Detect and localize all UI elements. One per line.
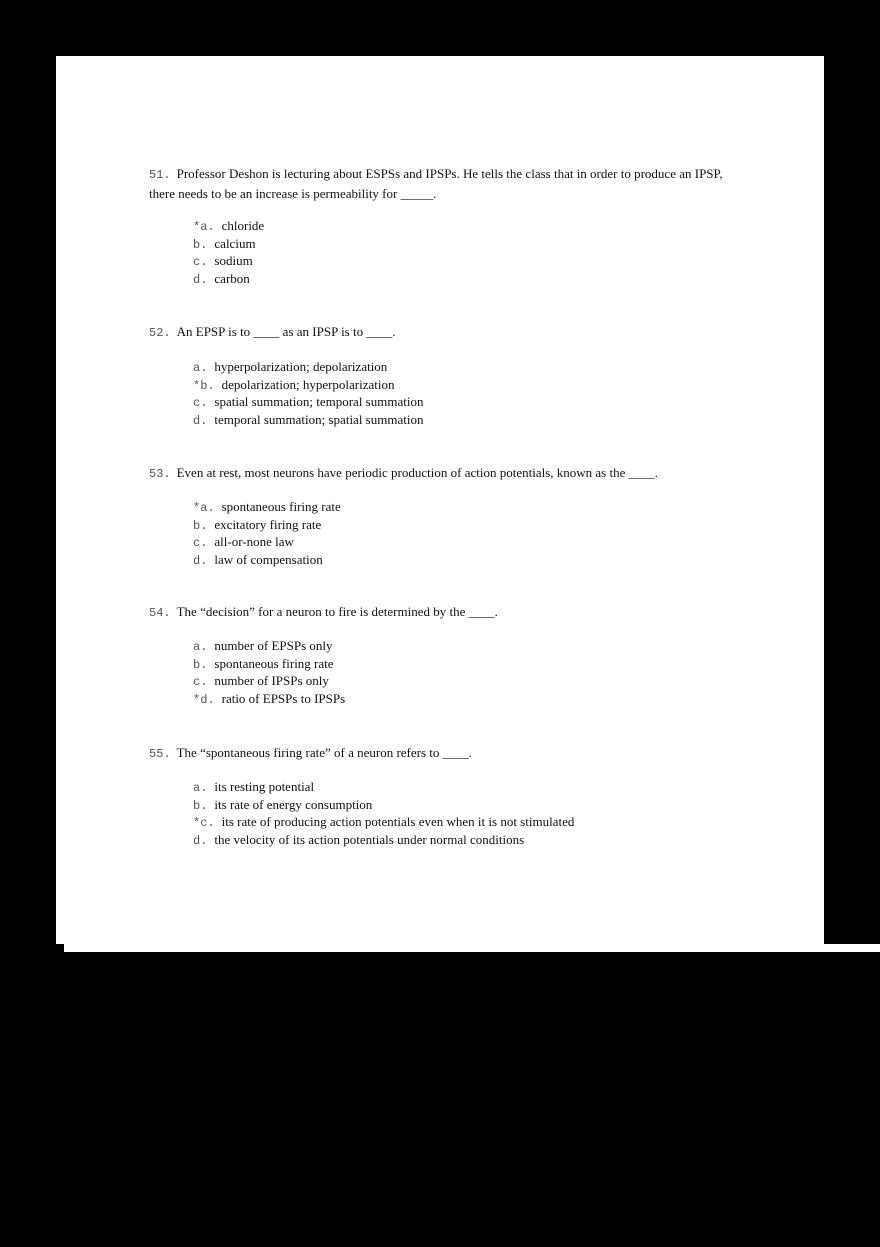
- question-text: An EPSP is to ____ as an IPSP is to ____.: [176, 324, 396, 339]
- question-number: 52.: [149, 326, 171, 340]
- option-text: ratio of EPSPs to IPSPs: [221, 690, 346, 706]
- options-53: [193, 498, 341, 568]
- question-53: [149, 464, 739, 484]
- option-letter: a.: [193, 361, 208, 375]
- option-letter: c.: [193, 536, 208, 550]
- option-item: [193, 270, 264, 288]
- option-text: number of EPSPs only: [214, 638, 333, 653]
- option-letter: *b.: [193, 378, 215, 393]
- option-letter: c.: [193, 396, 208, 410]
- option-item: [193, 533, 341, 551]
- option-item: [193, 358, 423, 376]
- option-text: hyperpolarization; depolarization: [214, 359, 388, 374]
- option-letter: c.: [193, 255, 208, 269]
- option-item: [193, 217, 264, 235]
- option-item: [193, 516, 341, 534]
- option-letter: b.: [193, 798, 208, 813]
- option-text: depolarization; hyperpolarization: [221, 376, 395, 392]
- option-item: [193, 778, 574, 796]
- option-text: number of IPSPs only: [214, 673, 329, 688]
- option-text: spatial summation; temporal summation: [214, 394, 424, 409]
- option-text: spontaneous firing rate: [221, 499, 341, 514]
- option-item: [193, 551, 341, 569]
- option-text: its resting potential: [214, 779, 315, 794]
- option-letter: b.: [193, 657, 208, 672]
- option-item: [193, 813, 574, 831]
- option-item: [193, 637, 345, 655]
- option-text: spontaneous firing rate: [214, 655, 334, 671]
- question-number: 53.: [149, 467, 171, 481]
- option-item: [193, 655, 345, 673]
- option-letter: *d.: [193, 692, 215, 707]
- option-letter: d.: [193, 833, 208, 848]
- question-text: Even at rest, most neurons have periodic production of action potentials, known as the ____.: [176, 465, 658, 480]
- option-text: excitatory firing rate: [214, 516, 322, 532]
- option-item: [193, 235, 264, 253]
- option-text: the velocity of its action potentials under normal conditions: [214, 831, 525, 847]
- option-text: chloride: [221, 218, 265, 233]
- option-text: all-or-none law: [214, 534, 294, 549]
- option-letter: *c.: [193, 816, 215, 830]
- option-text: calcium: [214, 235, 256, 251]
- options-52: [193, 358, 423, 428]
- option-item: [193, 498, 341, 516]
- question-number: 55.: [149, 747, 171, 761]
- option-text: its rate of producing action potentials even when it is not stimulated: [221, 814, 575, 829]
- option-letter: b.: [193, 518, 208, 533]
- option-item: [193, 796, 574, 814]
- option-letter: a.: [193, 781, 208, 795]
- options-51: [193, 217, 264, 287]
- option-text: temporal summation; spatial summation: [214, 411, 424, 427]
- question-text: The “decision” for a neuron to fire is determined by the ____.: [176, 604, 498, 619]
- option-text: carbon: [214, 270, 250, 286]
- question-54: [149, 603, 739, 623]
- question-text: Professor Deshon is lecturing about ESPSs and IPSPs. He tells the class that in order to produce an IPSP, there needs to be an increase is permeability for _____.: [149, 166, 723, 201]
- option-text: law of compensation: [214, 551, 323, 567]
- option-letter: c.: [193, 675, 208, 689]
- options-55: [193, 778, 574, 848]
- option-item: [193, 672, 345, 690]
- option-letter: d.: [193, 272, 208, 287]
- option-item: [193, 376, 423, 394]
- question-51: [149, 165, 739, 202]
- option-text: sodium: [214, 253, 253, 268]
- option-item: [193, 411, 423, 429]
- question-number: 51.: [149, 168, 171, 182]
- option-item: [193, 252, 264, 270]
- option-letter: b.: [193, 237, 208, 252]
- question-number: 54.: [149, 606, 171, 620]
- option-letter: d.: [193, 553, 208, 568]
- option-item: [193, 690, 345, 708]
- option-letter: *a.: [193, 220, 215, 234]
- option-item: [193, 393, 423, 411]
- option-letter: *a.: [193, 501, 215, 515]
- options-54: [193, 637, 345, 707]
- option-letter: d.: [193, 413, 208, 428]
- option-letter: a.: [193, 640, 208, 654]
- page-edge-strip: [64, 944, 880, 952]
- question-text: The “spontaneous firing rate” of a neuron refers to ____.: [176, 745, 472, 760]
- question-55: [149, 744, 739, 764]
- option-text: its rate of energy consumption: [214, 796, 373, 812]
- option-item: [193, 831, 574, 849]
- question-52: [149, 323, 739, 343]
